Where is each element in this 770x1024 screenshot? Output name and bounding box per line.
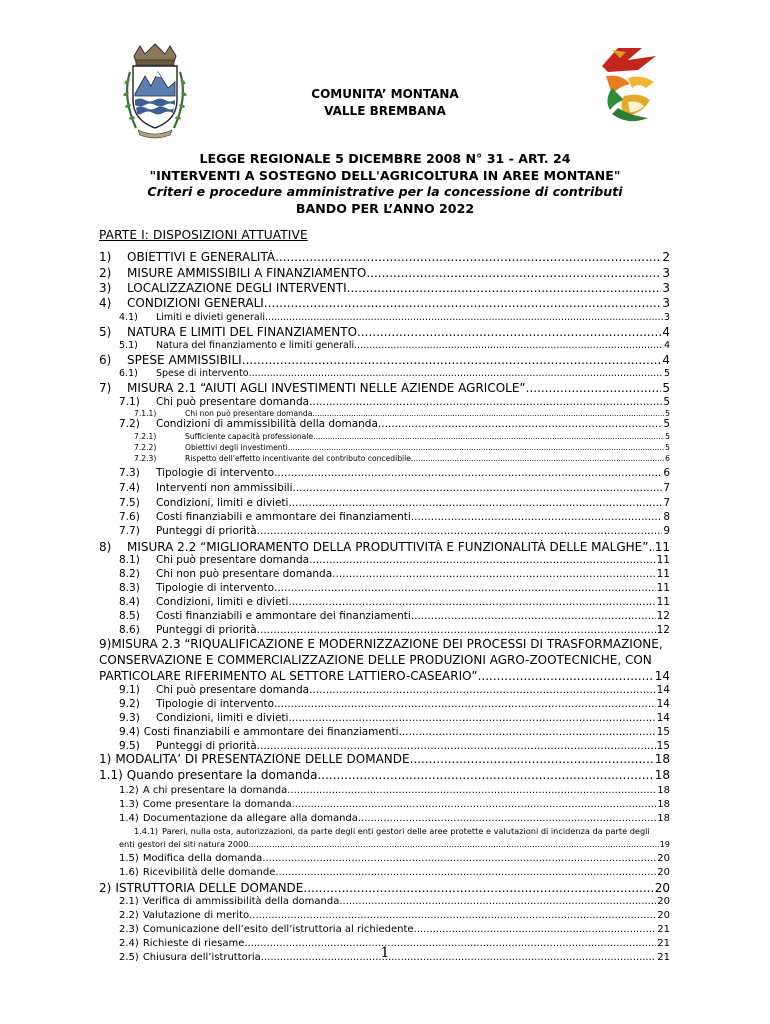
- toc-entry-page: 9: [663, 525, 670, 537]
- toc-entry-title: CONDIZIONI GENERALI: [127, 296, 264, 310]
- law-line-1: LEGGE REGIONALE 5 DICEMBRE 2008 N° 31 - ART. 24: [199, 151, 571, 166]
- toc-entry-title: Condizioni, limiti e divieti: [156, 497, 289, 509]
- toc-entry[interactable]: [119, 712, 670, 724]
- toc-entry-title: Punteggi di priorità: [156, 624, 257, 636]
- toc-entry[interactable]: [119, 684, 670, 696]
- toc-entry-title: Quando presentare la domanda: [126, 768, 318, 782]
- toc-entry-title: Costi finanziabili e ammontare dei finanziamenti: [156, 511, 411, 523]
- toc-entry-page: 21: [657, 924, 670, 935]
- toc-leader-dots: [309, 554, 656, 566]
- toc-entry-title: Punteggi di priorità: [156, 525, 257, 537]
- toc-entry-title: Costi finanziabili e ammontare dei finanziamenti: [156, 610, 411, 622]
- toc-entry[interactable]: [119, 368, 670, 379]
- toc-entry-page: 20: [657, 896, 670, 907]
- toc-entry-title: Modifica della domanda: [142, 853, 263, 864]
- toc-entry-page: 20: [657, 867, 670, 878]
- toc-leader-dots: [262, 853, 656, 864]
- toc-entry[interactable]: [119, 624, 670, 636]
- toc-entry[interactable]: [119, 497, 670, 509]
- toc-entry-page: 18: [654, 768, 670, 782]
- toc-entry-title: Chi non può presentare domanda: [185, 409, 313, 418]
- toc-leader-dots: [249, 910, 656, 921]
- toc-entry[interactable]: [119, 596, 670, 608]
- toc-entry-number: 7.1): [119, 396, 140, 408]
- page-number: 1: [380, 945, 390, 961]
- toc-entry-title: Interventi non ammissibili: [156, 482, 293, 494]
- toc-leader-dots: [354, 340, 663, 351]
- toc-entry-number: 4): [99, 296, 112, 310]
- toc-entry-title: Valutazione di merito: [142, 910, 250, 921]
- toc-entry[interactable]: [119, 554, 670, 566]
- toc-entry-title: SPESE AMMISSIBILI: [127, 353, 242, 367]
- toc-leader-dots: [414, 924, 657, 935]
- toc-entry-page: 4: [662, 325, 670, 339]
- toc-entry-number: 2.4): [119, 938, 139, 949]
- toc-entry-number: 7.7): [119, 525, 140, 537]
- toc-entry-number: 1.4): [119, 813, 139, 824]
- toc-entry-page: 12: [656, 624, 670, 636]
- toc-entry[interactable]: [134, 454, 670, 463]
- toc-entry[interactable]: [99, 381, 670, 395]
- toc-entry-page: 18: [657, 813, 670, 824]
- toc-entry[interactable]: [119, 418, 670, 430]
- toc-entry-title: Tipologie di intervento: [156, 698, 275, 710]
- toc-leader-dots: [526, 381, 662, 395]
- toc-entry[interactable]: [119, 698, 670, 710]
- toc-entry-number: 2.1): [119, 896, 139, 907]
- toc-entry-number: 8.3): [119, 582, 140, 594]
- toc-entry-page: 20: [657, 910, 670, 921]
- toc-entry-page: 18: [657, 785, 670, 796]
- toc-entry-number: 1): [99, 752, 112, 766]
- toc-entry-page: 6: [663, 467, 670, 479]
- toc-entry[interactable]: [119, 582, 670, 594]
- toc-leader-dots: [257, 624, 656, 636]
- toc-entry-number: 9.5): [119, 740, 140, 752]
- toc-leader-dots: [287, 785, 656, 796]
- toc-entry-number: 7.4): [119, 482, 140, 494]
- toc-leader-dots: [275, 250, 661, 264]
- toc-entry-number: 7.2.3): [134, 454, 157, 463]
- toc-entry[interactable]: [99, 768, 670, 782]
- toc-leader-dots: [292, 799, 657, 810]
- toc-leader-dots: [288, 443, 664, 452]
- toc-entry-number: 1.5): [119, 853, 139, 864]
- toc-entry[interactable]: [99, 325, 670, 339]
- toc-entry-title: ISTRUTTORIA DELLE DOMANDE: [115, 881, 304, 895]
- toc-entry-number: 1.4.1): [134, 826, 159, 836]
- toc-entry-title: Documentazione da allegare alla domanda: [142, 813, 358, 824]
- toc-entry-page: 11: [656, 554, 670, 566]
- law-line-3: Criteri e procedure amministrative per la concessione di contributi: [147, 184, 623, 199]
- toc-leader-dots: [366, 266, 661, 280]
- toc-entry-title: Condizioni, limiti e divieti: [156, 712, 289, 724]
- toc-leader-dots: [399, 726, 656, 738]
- toc-entry-title: Tipologie di intervento: [156, 467, 275, 479]
- toc-entry[interactable]: [119, 312, 670, 323]
- toc-entry[interactable]: [134, 443, 670, 452]
- toc-entry-title: Rispetto dell’effetto incentivante del contributo concedibile: [185, 454, 411, 463]
- toc-entry-page: 5: [665, 409, 670, 418]
- part-title: PARTE I: DISPOSIZIONI ATTUATIVE: [99, 228, 308, 242]
- toc-leader-dots: [303, 881, 653, 895]
- toc-entry[interactable]: [99, 881, 670, 895]
- toc-entry-title: LOCALIZZAZIONE DEGLI INTERVENTI: [127, 281, 347, 295]
- toc-entry-page: 15: [656, 726, 670, 738]
- toc-leader-dots: [275, 867, 656, 878]
- toc-entry-page: 14: [656, 712, 670, 724]
- toc-entry-title: Chiusura dell’istruttoria: [142, 952, 261, 963]
- toc-entry-page: 5: [663, 368, 670, 379]
- toc-entry[interactable]: [119, 610, 670, 622]
- toc-entry-line: CONSERVAZIONE E COMMERCIALIZZAZIONE DELLE PRODUZIONI AGRO-ZOOTECNICHE, CON: [99, 653, 652, 667]
- toc-entry-number: 9.2): [119, 698, 140, 710]
- toc-leader-dots: [347, 281, 662, 295]
- toc-entry-number: 7.3): [119, 467, 140, 479]
- org-line-1: COMUNITA’ MONTANA: [311, 87, 459, 101]
- toc-entry-number: 9.4): [119, 726, 140, 738]
- toc-entry[interactable]: [119, 813, 670, 824]
- toc-entry[interactable]: [119, 799, 670, 810]
- toc-entry-title: Limiti e divieti generali: [156, 312, 265, 323]
- toc-leader-dots: [274, 582, 656, 594]
- toc-entry-number: 2): [99, 881, 112, 895]
- toc-entry[interactable]: [119, 910, 670, 921]
- toc-leader-dots: [288, 712, 655, 724]
- toc-entry[interactable]: [99, 281, 670, 295]
- toc-leader-dots: [293, 482, 663, 494]
- toc-entry-line: [99, 637, 663, 651]
- toc-entry-page: 2: [662, 250, 670, 264]
- toc-entry-page: 6: [665, 454, 670, 463]
- toc-entry-number: 2): [99, 266, 112, 280]
- toc-entry[interactable]: [99, 296, 670, 310]
- toc-leader-dots: [274, 467, 662, 479]
- toc-leader-dots: [410, 752, 654, 766]
- toc-entry-title: Chi non può presentare domanda: [156, 568, 333, 580]
- toc-leader-dots: [257, 525, 663, 537]
- toc-entry-page: 8: [663, 511, 670, 523]
- toc-entry-title: Obiettivi degli investimenti: [185, 443, 288, 452]
- toc-leader-dots: [257, 740, 656, 752]
- toc-entry-number: 5): [99, 325, 112, 339]
- toc-leader-dots: [358, 813, 656, 824]
- toc-entry-number: 7): [99, 381, 112, 395]
- toc-entry-page: 4: [662, 353, 670, 367]
- toc-leader-dots: [317, 768, 653, 782]
- toc-entry-number: 7.6): [119, 511, 140, 523]
- toc-entry[interactable]: [119, 867, 670, 878]
- toc-entry-number: 8.1): [119, 554, 140, 566]
- toc-entry[interactable]: [119, 568, 670, 580]
- toc-entry-title: Chi può presentare domanda: [156, 684, 310, 696]
- toc-entry-page: 18: [654, 752, 670, 766]
- toc-leader-dots: [288, 596, 655, 608]
- toc-entry[interactable]: [99, 353, 670, 367]
- toc-entry-title: Condizioni di ammissibilità della domanda: [156, 418, 378, 430]
- toc-entry[interactable]: [119, 740, 670, 752]
- toc-entry[interactable]: [134, 432, 670, 441]
- law-line-4: BANDO PER L’ANNO 2022: [295, 200, 475, 216]
- toc-entry-title: Pareri, nulla osta, autorizzazioni, da parte degli enti gestori delle aree protette e valutazioni di incidenza da parte degli: [162, 826, 650, 836]
- toc-leader-dots: [288, 497, 662, 509]
- toc-entry-number: 7.2.2): [134, 443, 157, 452]
- toc-entry-number: 9.1): [119, 684, 140, 696]
- toc-entry-page: 5: [665, 443, 670, 452]
- toc-entry-number: 7.2.1): [134, 432, 157, 441]
- toc-entry-title: Costi finanziabili e ammontare dei finanziamenti: [143, 726, 399, 738]
- toc-entry-page: 18: [657, 799, 670, 810]
- toc-entry-page: 14: [654, 669, 670, 683]
- toc-leader-dots: [411, 454, 664, 463]
- toc-entry-title: MODALITA’ DI PRESENTAZIONE DELLE DOMANDE: [115, 752, 410, 766]
- toc-entry-page: 19: [659, 839, 670, 849]
- toc-entry[interactable]: [99, 540, 670, 554]
- toc-entry-number: 8): [99, 540, 112, 554]
- toc-entry-number: 2.2): [119, 910, 139, 921]
- toc-entry-title: Sufficiente capacità professionale: [185, 432, 314, 441]
- toc-entry-number: 8.5): [119, 610, 140, 622]
- toc-entry-page: 3: [663, 312, 670, 323]
- toc-entry-number: 9): [99, 637, 112, 651]
- toc-leader-dots: [312, 409, 664, 418]
- toc-entry-number: 2.3): [119, 924, 139, 935]
- toc-entry-title: Chi può presentare domanda: [156, 396, 310, 408]
- toc-entry-title: OBIETTIVI E GENERALITÀ: [127, 250, 276, 264]
- toc-entry[interactable]: [119, 785, 670, 796]
- toc-entry-number: 9.3): [119, 712, 140, 724]
- toc-entry-page: 21: [657, 952, 670, 963]
- toc-entry-title: Ricevibilità delle domande: [142, 867, 276, 878]
- toc-entry-page: 7: [663, 497, 670, 509]
- toc-leader-dots: [248, 839, 658, 849]
- toc-entry-title: NATURA E LIMITI DEL FINANZIAMENTO: [127, 325, 358, 339]
- toc-entry-number: 1.1): [99, 768, 123, 782]
- toc-leader-dots: [339, 896, 656, 907]
- toc-entry-page: 5: [662, 381, 670, 395]
- toc-entry-title: Punteggi di priorità: [156, 740, 257, 752]
- toc-entry[interactable]: [119, 924, 670, 935]
- toc-leader-dots: [357, 325, 661, 339]
- toc-entry-page: 11: [656, 596, 670, 608]
- toc-entry[interactable]: [99, 250, 670, 264]
- toc-leader-dots: [264, 296, 662, 310]
- toc-entry[interactable]: [119, 467, 670, 479]
- toc-entry-title: MISURA 2.2 “MIGLIORAMENTO DELLA PRODUTTIVITÀ E FUNZIONALITÀ DELLE MALGHE”: [127, 540, 649, 554]
- toc-entry-title: Condizioni, limiti e divieti: [156, 596, 289, 608]
- toc-entry[interactable]: [119, 896, 670, 907]
- law-line-2: "INTERVENTI A SOSTEGNO DELL'AGRICOLTURA IN AREE MONTANE": [149, 167, 621, 183]
- toc-entry-title: Come presentare la domanda: [142, 799, 292, 810]
- toc-entry[interactable]: [119, 340, 670, 351]
- toc-entry-page: 20: [654, 881, 670, 895]
- toc-entry-title: MISURA 2.3 “RIQUALIFICAZIONE E MODERNIZZAZIONE DEI PROCESSI DI TRASFORMAZIONE,: [111, 637, 663, 651]
- toc-leader-dots: [242, 353, 662, 367]
- toc-leader-dots: [313, 432, 664, 441]
- toc-entry-number: 1): [99, 250, 112, 264]
- toc-entry[interactable]: [119, 482, 670, 494]
- toc-entry-page: 3: [662, 266, 670, 280]
- toc-entry-number: 5.1): [119, 340, 138, 351]
- toc-entry-number: 8.6): [119, 624, 140, 636]
- toc-entry-page: 21: [657, 938, 670, 949]
- toc-entry-title: Spese di intervento: [156, 368, 249, 379]
- toc-entry-page: 4: [663, 340, 670, 351]
- toc-entry-page: 5: [663, 396, 670, 408]
- toc-entry[interactable]: [119, 726, 670, 738]
- toc-entry[interactable]: [119, 396, 670, 408]
- toc-entry-number: 2.5): [119, 952, 139, 963]
- toc-entry[interactable]: [99, 669, 670, 683]
- toc-entry-page: 14: [656, 684, 670, 696]
- toc-entry-page: 5: [665, 432, 670, 441]
- toc-entry-page: 20: [657, 853, 670, 864]
- toc-entry-page: 11: [656, 568, 670, 580]
- toc-leader-dots: [478, 669, 654, 683]
- toc-leader-dots: [378, 418, 662, 430]
- toc-entry-number: 8.2): [119, 568, 140, 580]
- toc-entry-page: 5: [663, 418, 670, 430]
- toc-entry-number: 6): [99, 353, 112, 367]
- toc-entry-title-continued: PARTICOLARE RIFERIMENTO AL SETTORE LATTIERO-CASEARIO”: [99, 669, 478, 683]
- org-line-2: VALLE BREMBANA: [324, 104, 446, 118]
- toc-entry[interactable]: [99, 752, 670, 766]
- toc-entry[interactable]: [99, 266, 670, 280]
- toc-entry[interactable]: [119, 853, 670, 864]
- toc-entry-title: Natura del finanziamento e limiti generali: [156, 340, 355, 351]
- toc-entry-number: 6.1): [119, 368, 138, 379]
- toc-leader-dots: [411, 511, 663, 523]
- toc-entry-title: MISURE AMMISSIBILI A FINANZIAMENTO: [127, 266, 367, 280]
- toc-entry-page: 15: [656, 740, 670, 752]
- toc-entry-page: 3: [662, 281, 670, 295]
- toc-entry-line: [134, 826, 650, 836]
- toc-leader-dots: [309, 396, 662, 408]
- toc-entry[interactable]: [134, 409, 670, 418]
- toc-entry-number: 1.2): [119, 785, 139, 796]
- toc-entry[interactable]: [119, 839, 670, 849]
- toc-entry-number: 7.5): [119, 497, 140, 509]
- toc-entry-number: 8.4): [119, 596, 140, 608]
- toc-entry-title: Richieste di riesame: [142, 938, 245, 949]
- toc-leader-dots: [411, 610, 656, 622]
- toc-entry-title: Verifica di ammissibilità della domanda: [142, 896, 340, 907]
- toc-entry-page: 3: [662, 296, 670, 310]
- toc-entry-title: Comunicazione dell’esito dell’istruttoria al richiedente: [142, 924, 414, 935]
- toc-leader-dots: [309, 684, 656, 696]
- toc-entry-number: 1.3): [119, 799, 139, 810]
- toc-entry-number: 7.2): [119, 418, 140, 430]
- toc-entry-page: 7: [663, 482, 670, 494]
- toc-entry-title-continued: enti gestori dei siti natura 2000: [119, 839, 249, 849]
- toc-entry-title: Tipologie di intervento: [156, 582, 275, 594]
- toc-entry-page: 11: [654, 540, 670, 554]
- toc-entry-page: 12: [656, 610, 670, 622]
- toc-entry-number: 3): [99, 281, 112, 295]
- toc-entry-number: 1.6): [119, 867, 139, 878]
- toc-entry[interactable]: [119, 525, 670, 537]
- toc-entry[interactable]: [119, 511, 670, 523]
- toc-leader-dots: [274, 698, 656, 710]
- toc-leader-dots: [265, 312, 663, 323]
- toc-entry-title: Chi può presentare domanda: [156, 554, 310, 566]
- toc-leader-dots: [332, 568, 655, 580]
- toc-entry-title: MISURA 2.1 “AIUTI AGLI INVESTIMENTI NELLE AZIENDE AGRICOLE”: [127, 381, 526, 395]
- toc-entry-number: 7.1.1): [134, 409, 157, 418]
- toc-entry-title: A chi presentare la domanda: [142, 785, 288, 796]
- toc-entry-page: 11: [656, 582, 670, 594]
- toc-entry-page: 14: [656, 698, 670, 710]
- toc-leader-dots: [249, 368, 663, 379]
- toc-entry-number: 4.1): [119, 312, 138, 323]
